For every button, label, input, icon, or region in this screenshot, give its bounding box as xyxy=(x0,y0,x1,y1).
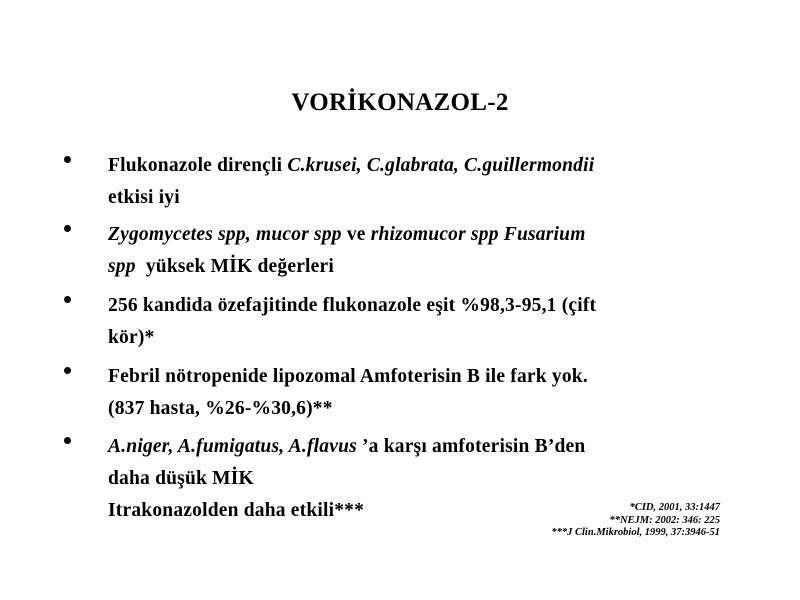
text-run-italic: A.niger, A.fumigatus, A.flavus xyxy=(108,436,357,457)
text-run: Flukonazole dirençli xyxy=(108,155,288,176)
bullet-line xyxy=(108,463,728,495)
bullet-line xyxy=(108,361,728,393)
bullet-line xyxy=(108,322,728,354)
bullet-line xyxy=(108,150,728,182)
reference-item: ***J Clin.Mikrobiol, 1999, 37:3946-51 xyxy=(551,527,720,538)
reference-item: **NEJM: 2002: 346: 225 xyxy=(609,514,720,526)
text-run-italic: C.krusei, C.glabrata, C.guillermondii xyxy=(287,155,595,176)
bullet-line xyxy=(108,251,728,283)
text-run-italic: Zygomycetes spp, mucor spp xyxy=(108,224,342,245)
text-run: ve xyxy=(341,224,371,245)
bullet-line xyxy=(108,219,728,251)
bullet-dot-icon xyxy=(64,367,71,374)
bullet-dot-icon xyxy=(64,437,71,444)
reference-item: *CID, 2001, 33:1447 xyxy=(629,502,720,513)
text-run: etkisi iyi xyxy=(108,187,180,208)
bullet-dot-icon xyxy=(64,225,71,232)
bullet-text xyxy=(108,150,728,214)
bullet-text xyxy=(108,290,728,354)
text-run-italic: rhizomucor spp Fusarium xyxy=(370,224,586,245)
text-run: Itrakonazolden daha etkili*** xyxy=(108,500,365,521)
bullet-line xyxy=(108,290,728,322)
text-run: kör)* xyxy=(108,327,155,348)
slide-title: VORİKONAZOL-2 xyxy=(291,89,509,116)
bullet-line xyxy=(108,182,728,214)
bullet-text xyxy=(108,219,728,283)
bullet-dot-icon xyxy=(64,156,71,163)
text-run: 256 kandida özefajitinde flukonazole eşit %98,3-95,1 (çift xyxy=(108,295,597,316)
text-run-italic: spp xyxy=(108,256,136,277)
bullet-line xyxy=(108,393,728,425)
bullet-line xyxy=(108,431,728,463)
text-run: Febril nötropenide lipozomal Amfoterisin B ile fark yok. xyxy=(108,366,588,387)
references xyxy=(551,502,720,540)
bullet-text xyxy=(108,361,728,425)
text-run: (837 hasta, %26-%30,6)** xyxy=(108,398,333,419)
text-run: daha düşük MİK xyxy=(108,468,254,489)
text-run: yüksek MİK değerleri xyxy=(135,256,334,277)
bullet-dot-icon xyxy=(64,296,71,303)
text-run: ’a karşı amfoterisin B’den xyxy=(356,436,586,457)
